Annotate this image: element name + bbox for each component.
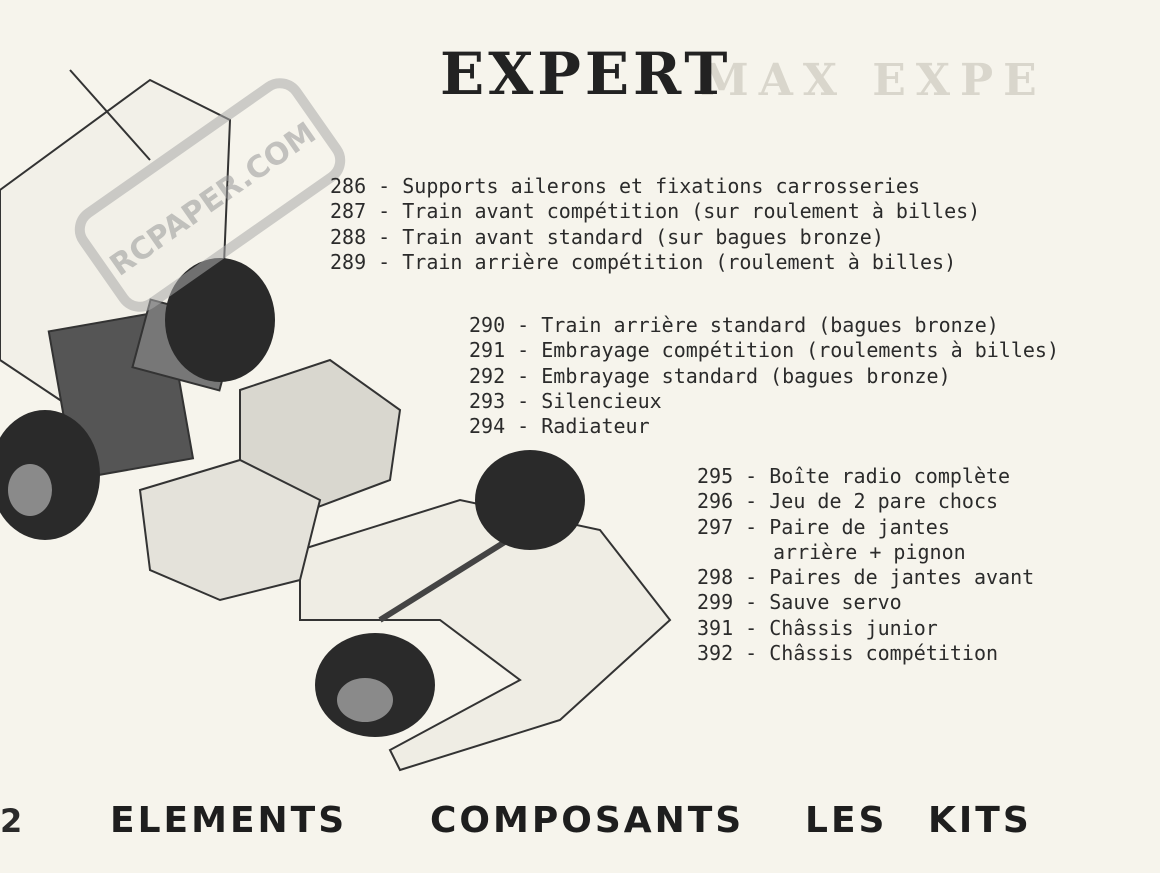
- page-title: EXPERT: [440, 40, 732, 108]
- list-item: 297 - Paire de jantes: [697, 514, 950, 539]
- list-item: 294 - Radiateur: [469, 414, 650, 439]
- list-item: 391 - Châssis junior: [697, 615, 938, 640]
- list-item: 288 - Train avant standard (sur bagues bronze): [330, 224, 884, 249]
- watermark-logo: [60, 60, 360, 330]
- footer-heading: [0, 800, 1160, 844]
- list-item: 287 - Train avant compétition (sur roulement à billes): [330, 199, 981, 224]
- footer-word: LES: [805, 800, 888, 841]
- footer-word: ELEMENTS: [110, 800, 348, 841]
- watermark-text: RCPAPER.COM: [103, 115, 323, 284]
- page-number: 2: [0, 802, 23, 840]
- list-item: 392 - Châssis compétition: [697, 641, 999, 666]
- list-item: 295 - Boîte radio complète: [697, 464, 1011, 488]
- list-item-continuation: arrière + pignon: [773, 539, 966, 564]
- list-item: 292 - Embrayage standard (bagues bronze): [469, 363, 951, 388]
- list-item: 289 - Train arrière compétition (roulement à billes): [330, 249, 957, 274]
- parts-list-group-2: [469, 313, 1059, 439]
- list-item: 293 - Silencieux: [469, 388, 662, 413]
- footer-word: COMPOSANTS: [430, 800, 745, 841]
- list-item: 286 - Supports ailerons et fixations carrosseries: [330, 174, 921, 198]
- list-item: 291 - Embrayage compétition (roulements à billes): [469, 338, 1060, 363]
- list-item: 298 - Paires de jantes avant: [697, 565, 1035, 590]
- list-item: 290 - Train arrière standard (bagues bronze): [469, 313, 999, 337]
- list-item: 296 - Jeu de 2 pare chocs: [697, 489, 999, 514]
- parts-list-group-1: [330, 174, 980, 275]
- parts-list-group-3: [697, 464, 1034, 666]
- bleed-through-text: MAX EXPE: [700, 55, 1047, 106]
- list-item: 299 - Sauve servo: [697, 590, 902, 615]
- footer-word: KITS: [928, 800, 1032, 841]
